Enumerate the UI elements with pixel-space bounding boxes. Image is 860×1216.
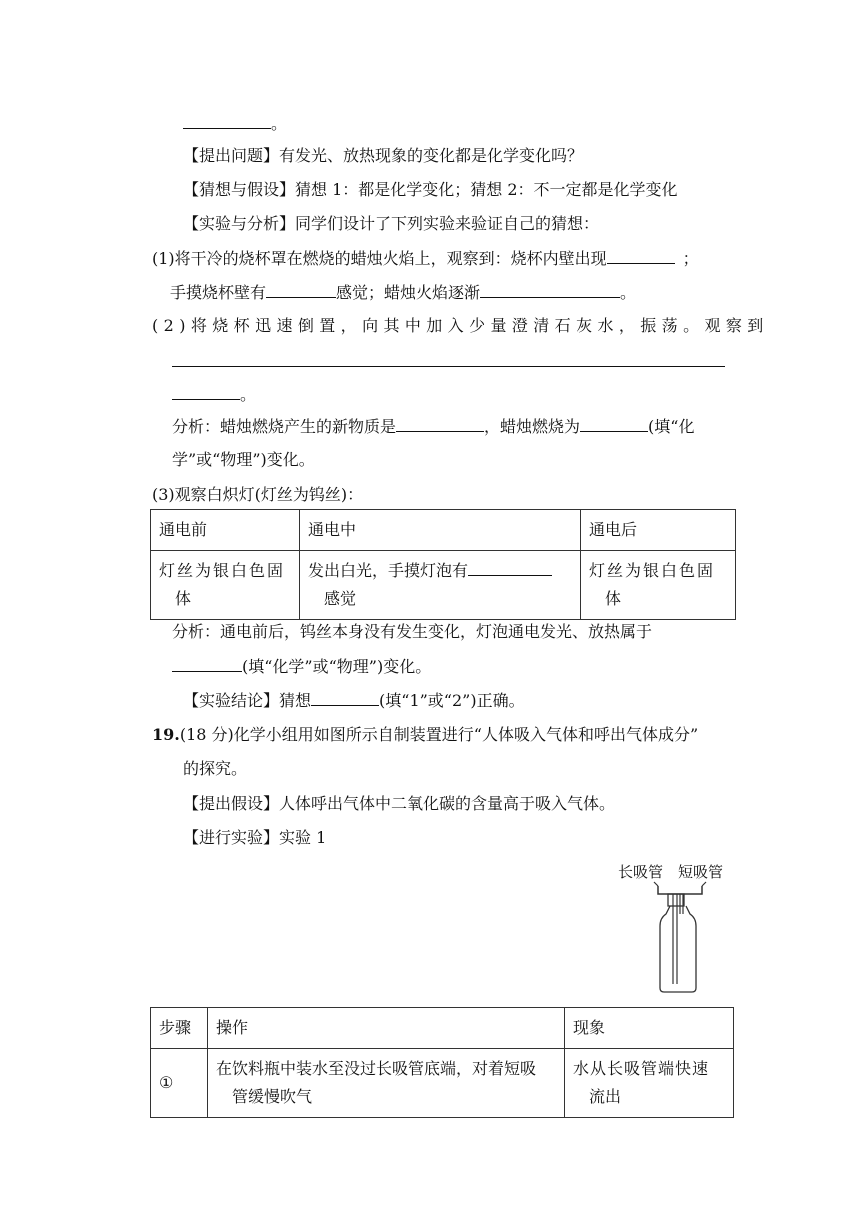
answer-blank[interactable]	[311, 690, 379, 706]
header-before: 通电前	[151, 510, 300, 551]
part3-text: (3)观察白炽灯(灯丝为钨丝)：	[152, 485, 364, 504]
cell-before	[151, 551, 300, 620]
answer-blank[interactable]	[172, 398, 240, 400]
label-short-tube: 短吸管	[678, 863, 724, 881]
question-number: 19.	[152, 725, 180, 744]
answer-blank[interactable]	[183, 127, 271, 129]
q19-line1	[152, 725, 698, 745]
cell-text: 流出	[589, 1087, 622, 1106]
answer-blank[interactable]	[172, 656, 242, 672]
cell-text: 管缓慢吹气	[232, 1087, 313, 1106]
cell-text: 发出白光，手摸灯泡有	[308, 561, 469, 580]
part2-line1: (2)将烧杯迅速倒置，向其中加入少量澄清石灰水，振荡。观察到	[152, 316, 769, 335]
experiment-analysis-text: 【实验与分析】同学们设计了下列实验来验证自己的猜想：	[183, 214, 600, 233]
bottle-apparatus-figure	[640, 880, 720, 995]
cell-text: 体	[175, 589, 192, 608]
table-row	[151, 1008, 734, 1049]
cell-after	[581, 551, 736, 620]
cell-text: 灯丝为银白色固	[589, 561, 716, 580]
punct: 。	[620, 283, 637, 302]
analysis-text: (填“化学”或“物理”)变化。	[242, 657, 432, 676]
cell-operation	[208, 1049, 565, 1118]
conclusion-line	[183, 690, 525, 711]
analysis-text: 分析：蜡烛燃烧产生的新物质是	[172, 417, 397, 436]
cell-text: 在饮料瓶中装水至没过长吸管底端，对着短吸	[216, 1059, 537, 1078]
cell-step: ①	[151, 1049, 208, 1118]
hypothesis-text: 【猜想与假设】猜想 1：都是化学变化；猜想 2：不一定都是化学变化	[183, 180, 678, 199]
answer-blank[interactable]	[480, 282, 620, 298]
part1-line2	[170, 282, 636, 303]
experiment1-table	[150, 1007, 734, 1118]
answer-blank[interactable]	[396, 416, 484, 432]
analysis2-line1: 分析：通电前后，钨丝本身没有发生变化，灯泡通电发光、放热属于	[172, 622, 653, 641]
table-row	[151, 551, 736, 620]
conclusion-text: 【实验结论】猜想	[183, 691, 312, 710]
analysis1-line1	[172, 416, 694, 437]
experiment-text: 【进行实验】实验 1	[183, 828, 327, 847]
conclusion-text: (填“1”或“2”)正确。	[379, 691, 525, 710]
answer-blank[interactable]	[468, 560, 552, 576]
table-row	[151, 510, 736, 551]
sentence-end: 。	[271, 114, 288, 133]
cell-text: 感觉	[324, 589, 357, 608]
analysis-text: (填“化	[648, 417, 695, 436]
cell-text: 体	[605, 589, 622, 608]
table-row	[151, 1049, 734, 1118]
cell-phenomenon	[565, 1049, 734, 1118]
header-phenomenon: 现象	[565, 1008, 734, 1049]
part1-text: 感觉；蜡烛火焰逐渐	[336, 283, 481, 302]
ask-question-text: 【提出问题】有发光、放热现象的变化都是化学变化吗？	[183, 146, 584, 165]
header-operation: 操作	[208, 1008, 565, 1049]
q19-line2: 的探究。	[183, 759, 248, 778]
part1-text: 手摸烧杯壁有	[170, 283, 267, 302]
label-long-tube: 长吸管	[618, 863, 664, 881]
header-after: 通电后	[581, 510, 736, 551]
answer-blank[interactable]	[172, 365, 725, 367]
part1-text: (1)将干冷的烧杯罩在燃烧的蜡烛火焰上，观察到：烧杯内壁出现	[152, 249, 607, 268]
question-text: (18 分)化学小组用如图所示自制装置进行“人体吸入气体和呼出气体成分”	[179, 725, 699, 744]
header-during: 通电中	[300, 510, 581, 551]
answer-blank[interactable]	[266, 282, 336, 298]
punct: ；	[682, 249, 699, 268]
sentence-end: 。	[240, 385, 257, 404]
cell-text: 灯丝为银白色固	[159, 561, 286, 580]
answer-blank[interactable]	[607, 248, 675, 264]
answer-blank[interactable]	[580, 416, 648, 432]
lamp-table	[150, 509, 736, 620]
part1-line1	[152, 248, 699, 269]
header-step: 步骤	[151, 1008, 208, 1049]
analysis1-line2: 学”或“物理”)变化。	[172, 450, 315, 469]
analysis2-line2	[172, 656, 431, 677]
cell-during	[300, 551, 581, 620]
analysis-text: ，蜡烛燃烧为	[484, 417, 581, 436]
hypothesis-text: 【提出假设】人体呼出气体中二氧化碳的含量高于吸入气体。	[183, 794, 616, 813]
cell-text: 水从长吸管端快速	[573, 1059, 710, 1078]
